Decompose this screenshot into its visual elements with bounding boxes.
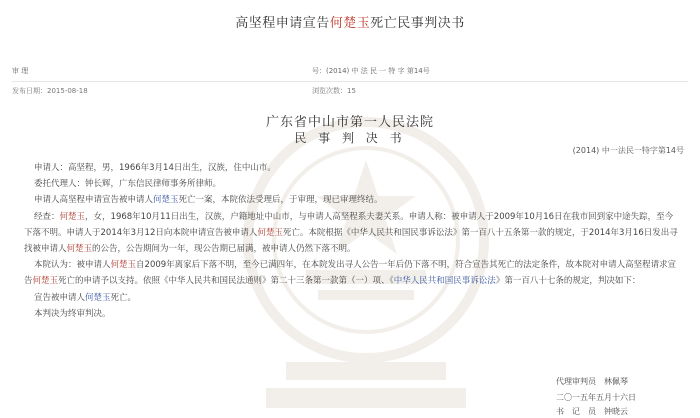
paragraph-text: 死亡。 (110, 292, 137, 303)
title-highlighted-name: 何楚玉 (329, 16, 371, 31)
meta-views: 浏览次数：15 (312, 87, 356, 95)
judgment-paragraph (24, 257, 680, 289)
paragraph-text: 申请人高坚程申请宣告被申请人 (34, 195, 154, 206)
paragraph-text: 死亡一案，本院依法受理后，于审理，现已审理终结。 (178, 195, 383, 206)
highlighted-term: 何楚玉 (153, 195, 179, 206)
highlighted-term: 何楚玉 (257, 227, 283, 238)
title-prefix: 高坚程申请宣告 (235, 16, 330, 31)
judgment-body (24, 160, 680, 322)
judgment-paragraph (24, 192, 680, 208)
paragraph-text: 的公告，公告期间为一年，现公告期已届满，被申请人仍然下落不明。 (92, 244, 356, 255)
paragraph-text: 自2009年离家后下落不明，至今已满四年，在本院发出寻人公告一年后仍下落不明，符合宣告其死亡的法定条件，故本院对申请人高坚程请求宣告 (24, 260, 677, 287)
highlighted-term: 何楚玉 (85, 292, 111, 303)
judgment-paragraph (24, 176, 680, 192)
paragraph-text: 死亡。本院根据《中华人民共和国民事诉讼法》第一百八十五条第一款的规定，于2014年3月16日发出寻找被申请人 (24, 227, 678, 255)
title-suffix: 死亡民事判决书 (370, 16, 465, 31)
judgment-paragraph (24, 209, 680, 258)
highlighted-term: 何楚玉 (110, 260, 137, 271)
meta-publish-date: 发布日期：2015-08-18 (12, 87, 88, 95)
judgment-paragraph (24, 306, 680, 322)
document-type: 民 事 判 决 书 (294, 131, 406, 145)
signature-judge: 代理审判员 林佩琴 (556, 377, 628, 386)
meta-court-short: 审 理 (12, 67, 29, 75)
meta-case-ref: 号：(2014) 中 法 民 一 特 字 第14号 (312, 67, 430, 75)
highlighted-term: 何楚玉 (66, 244, 93, 255)
highlighted-term: 中华人民共和国民事诉讼法 (393, 276, 496, 287)
paragraph-text: ，女，1968年10月11日出生，汉族，户籍地址中山市，与申请人高坚程系夫妻关系。申请人称：被申请人于2009年10月16日在我市回到家中途失踪，至今下落不明。申请人于2014年3月12日向本院申请宣告被申请人 (24, 211, 674, 238)
judgment-paragraph (24, 160, 680, 176)
paragraph-text: 》第一百八十七条的规定，判决如下： (495, 276, 641, 287)
paragraph-text: 死亡的申请予以支持。依照《中华人民共和国民法通则》第二十三条第一款第（一）项、《 (58, 276, 394, 287)
meta-divider (12, 81, 688, 82)
paragraph-text: 宣告被申请人 (34, 292, 86, 303)
paragraph-text: 本判决为终审判决。 (34, 308, 111, 319)
signature-date: 二〇一五年五月十六日 (556, 393, 636, 402)
judgment-paragraph (24, 290, 680, 306)
document-title (0, 12, 700, 31)
paragraph-text: 经查： (34, 211, 60, 222)
highlighted-term: 何楚玉 (32, 276, 59, 287)
paragraph-text: 本院认为：被申请人 (34, 260, 111, 271)
signature-clerk: 书 记 员 钟晓云 (556, 407, 628, 416)
court-name: 广东省中山市第一人民法院 (265, 115, 434, 130)
paragraph-text: 申请人：高坚程，男，1966年3月14日出生，汉族，住中山市。 (34, 163, 276, 173)
paragraph-text: 委托代理人：钟长辉，广东信民律师事务所律师。 (34, 179, 222, 190)
case-number: (2014) 中一法民一特字第14号 (572, 146, 684, 155)
highlighted-term: 何楚玉 (59, 211, 86, 222)
